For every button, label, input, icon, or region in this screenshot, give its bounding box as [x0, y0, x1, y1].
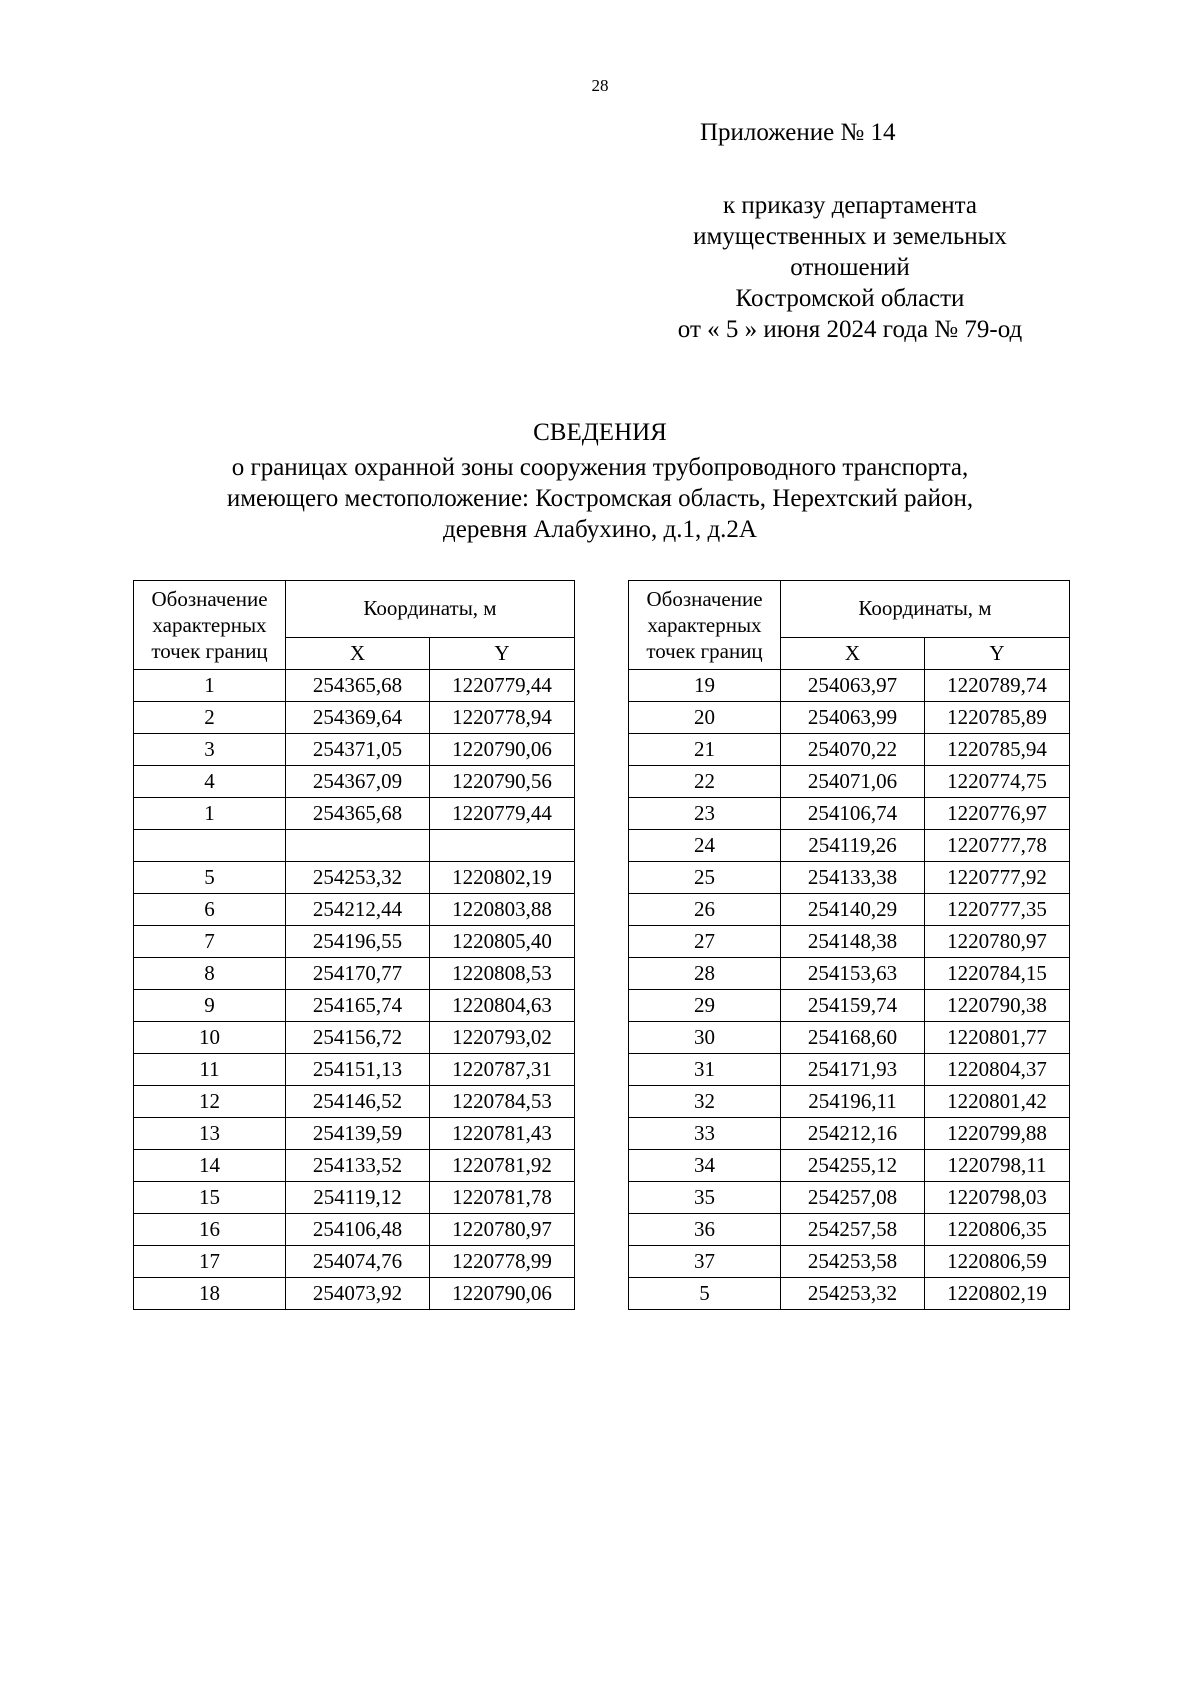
x-coordinate-cell: 254156,72	[286, 1022, 430, 1054]
table-row	[629, 1214, 1070, 1246]
x-coordinate-cell: 254212,16	[781, 1118, 925, 1150]
header-x: X	[286, 637, 430, 669]
y-coordinate-cell: 1220806,35	[925, 1214, 1070, 1246]
table-row	[629, 798, 1070, 830]
table-row	[134, 1214, 575, 1246]
y-coordinate-cell: 1220790,56	[430, 766, 575, 798]
y-coordinate-cell: 1220802,19	[925, 1278, 1070, 1310]
table-row	[629, 702, 1070, 734]
header-coordinates: Координаты, м	[286, 581, 575, 638]
table-row	[629, 1150, 1070, 1182]
subtitle-line: деревня Алабухино, д.1, д.2А	[443, 516, 757, 543]
table-row	[629, 894, 1070, 926]
table-row	[134, 734, 575, 766]
header-point-designation: Обозначение характерных точек границ	[629, 581, 781, 670]
table-row	[134, 990, 575, 1022]
table-row	[629, 958, 1070, 990]
table-row	[629, 1182, 1070, 1214]
order-ref-line: отношений	[790, 254, 910, 281]
y-coordinate-cell: 1220806,59	[925, 1246, 1070, 1278]
y-coordinate-cell: 1220798,11	[925, 1150, 1070, 1182]
x-coordinate-cell: 254159,74	[781, 990, 925, 1022]
table-row	[134, 670, 575, 702]
x-coordinate-cell: 254071,06	[781, 766, 925, 798]
point-number-cell: 18	[134, 1278, 286, 1310]
table-row	[134, 894, 575, 926]
point-number-cell: 26	[629, 894, 781, 926]
table-row	[134, 1278, 575, 1310]
y-coordinate-cell: 1220777,35	[925, 894, 1070, 926]
y-coordinate-cell: 1220790,38	[925, 990, 1070, 1022]
table-row	[629, 926, 1070, 958]
x-coordinate-cell: 254148,38	[781, 926, 925, 958]
y-coordinate-cell: 1220793,02	[430, 1022, 575, 1054]
point-number-cell: 36	[629, 1214, 781, 1246]
x-coordinate-cell: 254196,11	[781, 1086, 925, 1118]
y-coordinate-cell: 1220808,53	[430, 958, 575, 990]
y-coordinate-cell: 1220774,75	[925, 766, 1070, 798]
table-row	[134, 1182, 575, 1214]
point-number-cell: 10	[134, 1022, 286, 1054]
y-coordinate-cell: 1220804,37	[925, 1054, 1070, 1086]
x-coordinate-cell: 254365,68	[286, 670, 430, 702]
x-coordinate-cell: 254119,26	[781, 830, 925, 862]
document-title: СВЕДЕНИЯ	[533, 419, 667, 446]
point-number-cell: 20	[629, 702, 781, 734]
y-coordinate-cell: 1220789,74	[925, 670, 1070, 702]
y-coordinate-cell: 1220777,92	[925, 862, 1070, 894]
point-number-cell: 31	[629, 1054, 781, 1086]
x-coordinate-cell: 254212,44	[286, 894, 430, 926]
point-number-cell: 13	[134, 1118, 286, 1150]
point-number-cell: 30	[629, 1022, 781, 1054]
header-y: Y	[430, 637, 575, 669]
point-number-cell: 5	[629, 1278, 781, 1310]
table-row	[134, 926, 575, 958]
y-coordinate-cell: 1220790,06	[430, 734, 575, 766]
y-coordinate-cell: 1220776,97	[925, 798, 1070, 830]
x-coordinate-cell: 254063,97	[781, 670, 925, 702]
y-coordinate-cell: 1220777,78	[925, 830, 1070, 862]
y-coordinate-cell: 1220778,94	[430, 702, 575, 734]
y-coordinate-cell: 1220790,06	[430, 1278, 575, 1310]
point-number-cell: 35	[629, 1182, 781, 1214]
x-coordinate-cell: 254146,52	[286, 1086, 430, 1118]
subtitle-line: о границах охранной зоны сооружения трубопроводного транспорта,	[231, 454, 969, 481]
y-coordinate-cell: 1220780,97	[925, 926, 1070, 958]
point-number-cell: 2	[134, 702, 286, 734]
point-number-cell: 25	[629, 862, 781, 894]
x-coordinate-cell: 254139,59	[286, 1118, 430, 1150]
point-number-cell: 37	[629, 1246, 781, 1278]
y-coordinate-cell: 1220780,97	[430, 1214, 575, 1246]
x-coordinate-cell: 254133,38	[781, 862, 925, 894]
order-ref-line: Костромской области	[735, 285, 965, 312]
point-number-cell: 12	[134, 1086, 286, 1118]
table-row	[629, 1118, 1070, 1150]
point-number-cell: 1	[134, 798, 286, 830]
x-coordinate-cell: 254165,74	[286, 990, 430, 1022]
table-row	[134, 862, 575, 894]
y-coordinate-cell: 1220802,19	[430, 862, 575, 894]
table-row	[134, 830, 575, 862]
y-coordinate-cell: 1220785,94	[925, 734, 1070, 766]
x-coordinate-cell: 254367,09	[286, 766, 430, 798]
table-body-left	[134, 670, 575, 1310]
table-row	[134, 1086, 575, 1118]
point-number-cell: 17	[134, 1246, 286, 1278]
page-number: 28	[591, 76, 609, 95]
table-row	[134, 1246, 575, 1278]
y-coordinate-cell	[430, 830, 575, 862]
coordinates-table-right	[628, 580, 1070, 1310]
x-coordinate-cell: 254371,05	[286, 734, 430, 766]
point-number-cell: 9	[134, 990, 286, 1022]
x-coordinate-cell	[286, 830, 430, 862]
x-coordinate-cell: 254257,58	[781, 1214, 925, 1246]
header-x: X	[781, 637, 925, 669]
y-coordinate-cell: 1220805,40	[430, 926, 575, 958]
order-ref-line: от « 5 » июня 2024 года № 79-од	[677, 316, 1023, 343]
x-coordinate-cell: 254365,68	[286, 798, 430, 830]
point-number-cell: 29	[629, 990, 781, 1022]
document-subtitle	[0, 452, 1200, 545]
point-number-cell: 8	[134, 958, 286, 990]
x-coordinate-cell: 254133,52	[286, 1150, 430, 1182]
table-row	[629, 670, 1070, 702]
point-number-cell: 6	[134, 894, 286, 926]
y-coordinate-cell: 1220781,43	[430, 1118, 575, 1150]
y-coordinate-cell: 1220787,31	[430, 1054, 575, 1086]
point-number-cell: 1	[134, 670, 286, 702]
point-number-cell: 34	[629, 1150, 781, 1182]
y-coordinate-cell: 1220781,92	[430, 1150, 575, 1182]
y-coordinate-cell: 1220779,44	[430, 670, 575, 702]
x-coordinate-cell: 254153,63	[781, 958, 925, 990]
point-number-cell: 7	[134, 926, 286, 958]
header-y: Y	[925, 637, 1070, 669]
table-row	[629, 766, 1070, 798]
y-coordinate-cell: 1220803,88	[430, 894, 575, 926]
x-coordinate-cell: 254170,77	[286, 958, 430, 990]
x-coordinate-cell: 254063,99	[781, 702, 925, 734]
point-number-cell: 14	[134, 1150, 286, 1182]
table-body-right	[629, 670, 1070, 1310]
table-row	[134, 702, 575, 734]
x-coordinate-cell: 254151,13	[286, 1054, 430, 1086]
order-ref-line: имущественных и земельных	[693, 223, 1007, 250]
order-ref-line: к приказу департамента	[722, 192, 978, 219]
point-number-cell: 19	[629, 670, 781, 702]
order-reference	[640, 190, 1060, 345]
table-row	[629, 830, 1070, 862]
table-row	[629, 990, 1070, 1022]
table-row	[134, 798, 575, 830]
table-row	[134, 766, 575, 798]
x-coordinate-cell: 254253,58	[781, 1246, 925, 1278]
header-point-designation: Обозначение характерных точек границ	[134, 581, 286, 670]
x-coordinate-cell: 254073,92	[286, 1278, 430, 1310]
point-number-cell: 24	[629, 830, 781, 862]
table-row	[629, 1278, 1070, 1310]
y-coordinate-cell: 1220784,53	[430, 1086, 575, 1118]
x-coordinate-cell: 254119,12	[286, 1182, 430, 1214]
table-row	[629, 1086, 1070, 1118]
x-coordinate-cell: 254253,32	[781, 1278, 925, 1310]
x-coordinate-cell: 254106,74	[781, 798, 925, 830]
coordinates-table-left	[133, 580, 575, 1310]
y-coordinate-cell: 1220784,15	[925, 958, 1070, 990]
point-number-cell: 32	[629, 1086, 781, 1118]
x-coordinate-cell: 254255,12	[781, 1150, 925, 1182]
x-coordinate-cell: 254140,29	[781, 894, 925, 926]
y-coordinate-cell: 1220804,63	[430, 990, 575, 1022]
table-row	[134, 958, 575, 990]
y-coordinate-cell: 1220801,42	[925, 1086, 1070, 1118]
y-coordinate-cell: 1220799,88	[925, 1118, 1070, 1150]
y-coordinate-cell: 1220779,44	[430, 798, 575, 830]
y-coordinate-cell: 1220781,78	[430, 1182, 575, 1214]
x-coordinate-cell: 254168,60	[781, 1022, 925, 1054]
appendix-title: Приложение № 14	[700, 119, 896, 146]
point-number-cell: 22	[629, 766, 781, 798]
x-coordinate-cell: 254196,55	[286, 926, 430, 958]
table-row	[134, 1054, 575, 1086]
x-coordinate-cell: 254369,64	[286, 702, 430, 734]
point-number-cell: 27	[629, 926, 781, 958]
table-row	[134, 1150, 575, 1182]
point-number-cell: 33	[629, 1118, 781, 1150]
point-number-cell	[134, 830, 286, 862]
table-row	[629, 734, 1070, 766]
y-coordinate-cell: 1220785,89	[925, 702, 1070, 734]
point-number-cell: 28	[629, 958, 781, 990]
header-coordinates: Координаты, м	[781, 581, 1070, 638]
table-row	[134, 1118, 575, 1150]
table-row	[629, 1022, 1070, 1054]
point-number-cell: 11	[134, 1054, 286, 1086]
point-number-cell: 5	[134, 862, 286, 894]
x-coordinate-cell: 254253,32	[286, 862, 430, 894]
point-number-cell: 15	[134, 1182, 286, 1214]
point-number-cell: 16	[134, 1214, 286, 1246]
y-coordinate-cell: 1220778,99	[430, 1246, 575, 1278]
x-coordinate-cell: 254074,76	[286, 1246, 430, 1278]
table-row	[629, 1054, 1070, 1086]
table-row	[629, 1246, 1070, 1278]
table-row	[629, 862, 1070, 894]
y-coordinate-cell: 1220801,77	[925, 1022, 1070, 1054]
point-number-cell: 21	[629, 734, 781, 766]
point-number-cell: 23	[629, 798, 781, 830]
x-coordinate-cell: 254070,22	[781, 734, 925, 766]
subtitle-line: имеющего местоположение: Костромская область, Нерехтский район,	[226, 485, 974, 512]
point-number-cell: 3	[134, 734, 286, 766]
x-coordinate-cell: 254171,93	[781, 1054, 925, 1086]
x-coordinate-cell: 254106,48	[286, 1214, 430, 1246]
y-coordinate-cell: 1220798,03	[925, 1182, 1070, 1214]
point-number-cell: 4	[134, 766, 286, 798]
x-coordinate-cell: 254257,08	[781, 1182, 925, 1214]
table-row	[134, 1022, 575, 1054]
